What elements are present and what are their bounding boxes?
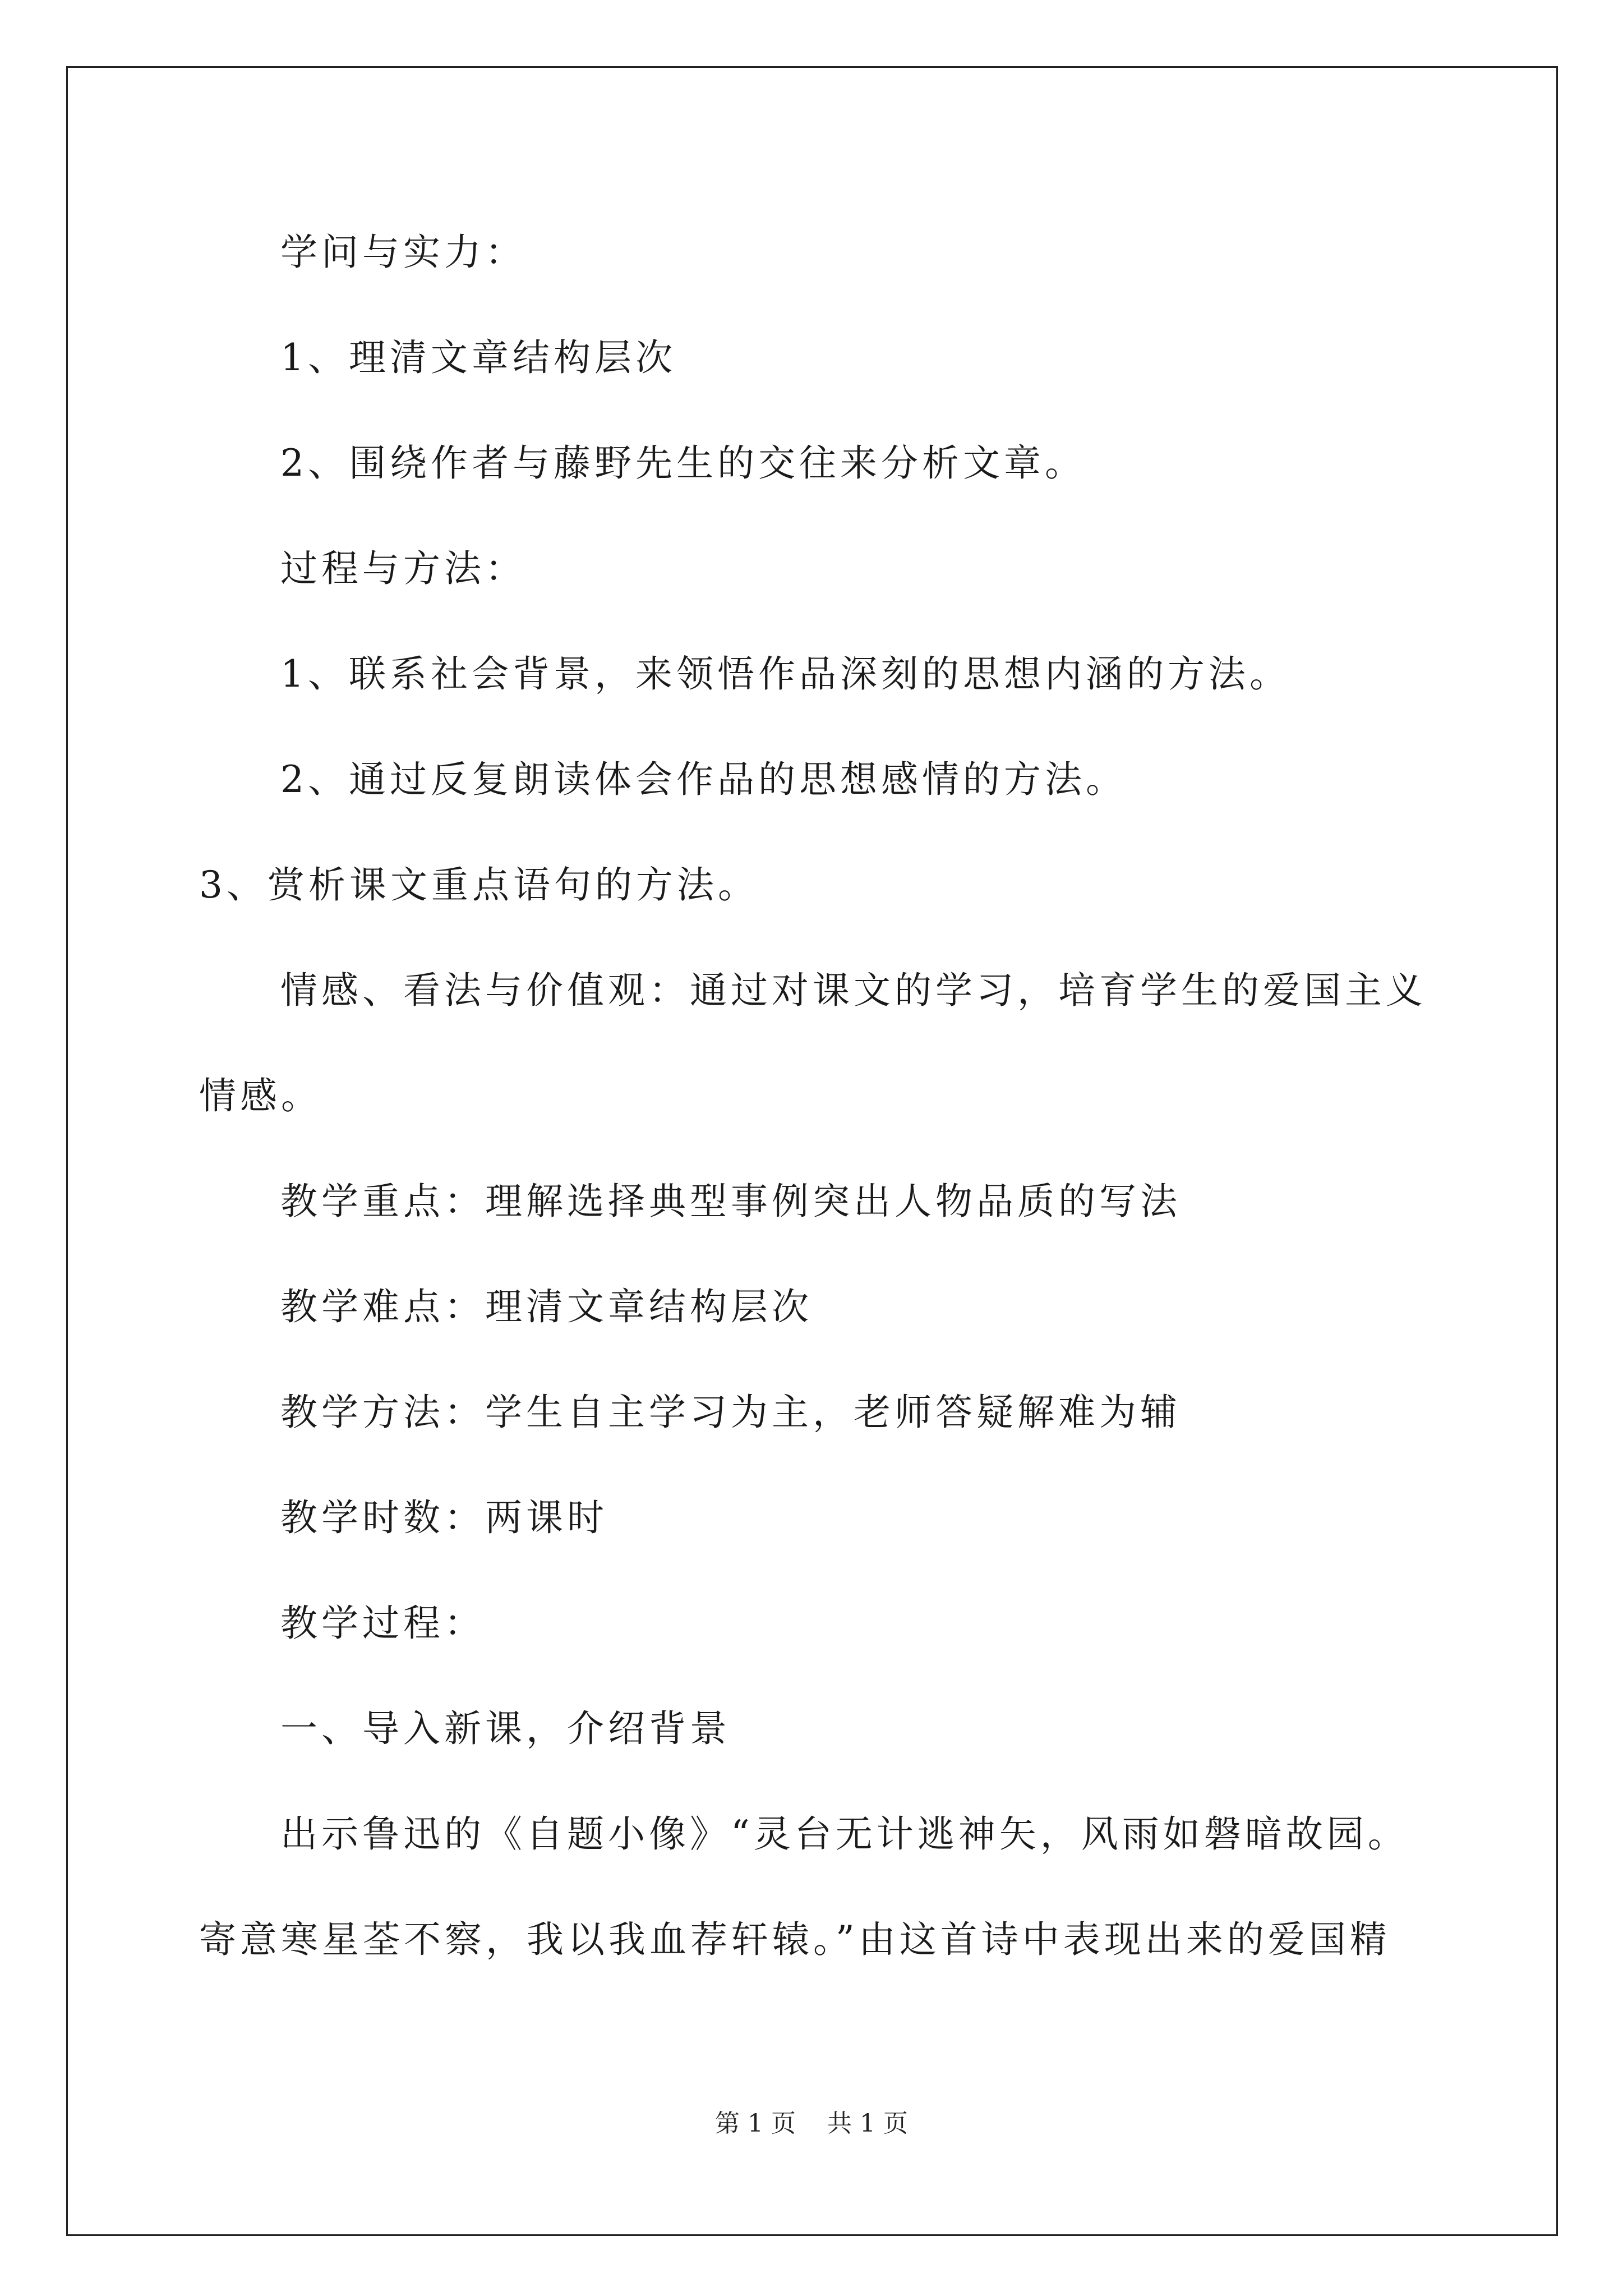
text-line: 过程与方法： (280, 547, 526, 590)
text-line: 2、围绕作者与藤野先生的交往来分析文章。 (280, 441, 1086, 485)
page-number-total: 共 1 页 (827, 2109, 908, 2138)
text-line: 2、通过反复朗读体会作品的思想感情的方法。 (280, 758, 1127, 801)
page-border (66, 66, 1558, 2236)
page-footer (0, 2108, 1623, 2139)
page-number-current: 第 1 页 (715, 2109, 796, 2138)
text-line: 学问与实力： (280, 231, 526, 274)
text-line: 1、理清文章结构层次 (280, 336, 676, 379)
text-line: 3、赏析课文重点语句的方法。 (199, 863, 759, 907)
text-line: 出示鲁迅的《自题小像》“灵台无计逃神矢，风雨如磐暗故园。 (280, 1812, 1409, 1856)
text-line: 教学难点：理清文章结构层次 (280, 1285, 813, 1328)
text-line: 情感。 (199, 1074, 322, 1117)
text-line: 1、联系社会背景，来领悟作品深刻的思想内涵的方法。 (280, 652, 1290, 696)
text-line: 教学方法：学生自主学习为主，老师答疑解难为辅 (280, 1391, 1181, 1434)
text-line: 教学重点：理解选择典型事例突出人物品质的写法 (280, 1180, 1181, 1223)
text-line: 情感、看法与价值观：通过对课文的学习，培育学生的爱国主义 (280, 969, 1427, 1012)
text-line: 一、导入新课，介绍背景 (280, 1707, 731, 1750)
text-line: 教学过程： (280, 1602, 485, 1645)
text-line: 教学时数：两课时 (280, 1496, 608, 1539)
text-line: 寄意寒星荃不察，我以我血荐轩辕。”由这首诗中表现出来的爱国精 (199, 1918, 1391, 1961)
